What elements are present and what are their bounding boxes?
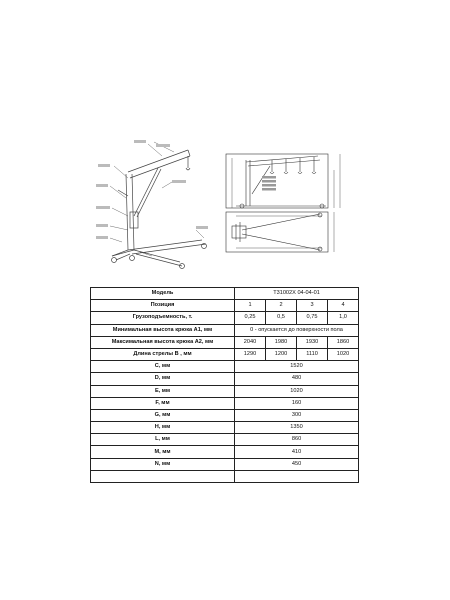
table-param-cell: E, мм	[91, 385, 235, 397]
table-header-row	[91, 288, 359, 300]
table-param-cell: F, мм	[91, 397, 235, 409]
table-row	[91, 385, 359, 397]
table-value-cell: 0,25	[235, 312, 266, 324]
table-value-cell: 1930	[297, 336, 328, 348]
table-value-cell: 1020	[235, 385, 359, 397]
table-param-cell: C, мм	[91, 361, 235, 373]
table-row	[91, 458, 359, 470]
table-row	[91, 397, 359, 409]
table-value-cell: 0 - опускается до поверхности пола	[235, 324, 359, 336]
table-param-cell: H, мм	[91, 422, 235, 434]
crane-dimension-drawing	[222, 150, 354, 258]
table-param-cell: L, мм	[91, 434, 235, 446]
table-empty-cell	[235, 470, 359, 482]
table-header-model: Модель	[91, 288, 235, 300]
specification-table	[90, 287, 359, 483]
table-param-cell: Максимальная высота крюка A2, мм	[91, 336, 235, 348]
table-value-cell: 160	[235, 397, 359, 409]
table-row	[91, 336, 359, 348]
table-value-cell: 1020	[328, 348, 359, 360]
table-value-cell: 1860	[328, 336, 359, 348]
table-value-cell: 450	[235, 458, 359, 470]
table-value-cell: 1350	[235, 422, 359, 434]
table-param-cell: Минимальная высота крюка A1, мм	[91, 324, 235, 336]
table-row	[91, 446, 359, 458]
table-row	[91, 422, 359, 434]
table-param-cell: M, мм	[91, 446, 235, 458]
table-value-cell: 2	[266, 300, 297, 312]
table-param-cell: N, мм	[91, 458, 235, 470]
table-param-cell: Позиция	[91, 300, 235, 312]
table-param-cell: G, мм	[91, 409, 235, 421]
table-row	[91, 361, 359, 373]
crane-perspective-drawing	[92, 138, 220, 270]
table-param-cell: D, мм	[91, 373, 235, 385]
table-row	[91, 312, 359, 324]
table-empty-row	[91, 470, 359, 482]
table-row	[91, 324, 359, 336]
table-value-cell: 1200	[266, 348, 297, 360]
table-value-cell: 860	[235, 434, 359, 446]
table-value-cell: 300	[235, 409, 359, 421]
table-value-cell: 3	[297, 300, 328, 312]
table-row	[91, 348, 359, 360]
table-value-cell: 1,0	[328, 312, 359, 324]
table-param-cell: Длина стрелы B , мм	[91, 348, 235, 360]
table-value-cell: 1520	[235, 361, 359, 373]
table-row	[91, 373, 359, 385]
table-value-cell: 0,75	[297, 312, 328, 324]
table-value-cell: 0,5	[266, 312, 297, 324]
table-value-cell: 2040	[235, 336, 266, 348]
table-row	[91, 434, 359, 446]
table-value-cell: 1110	[297, 348, 328, 360]
table-empty-cell	[91, 470, 235, 482]
table-value-cell: 1980	[266, 336, 297, 348]
table-row	[91, 300, 359, 312]
table-param-cell: Грузоподъемность, т.	[91, 312, 235, 324]
table-value-cell: 410	[235, 446, 359, 458]
table-value-cell: 4	[328, 300, 359, 312]
table-value-cell: 1	[235, 300, 266, 312]
table-value-cell: 480	[235, 373, 359, 385]
table-header-model-value: T31002X 04-04-01	[235, 288, 359, 300]
table-value-cell: 1290	[235, 348, 266, 360]
table-row	[91, 409, 359, 421]
